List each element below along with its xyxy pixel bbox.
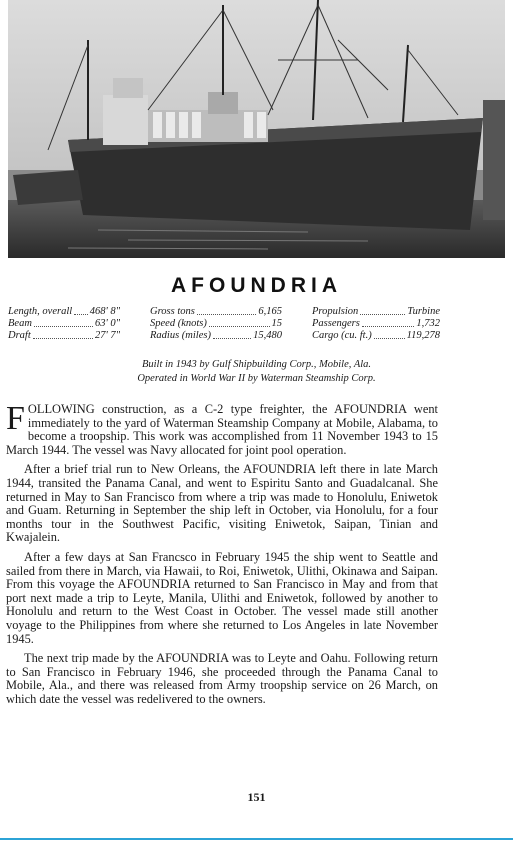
spec-value: 119,278 [406, 330, 440, 341]
spec-row [150, 306, 282, 318]
operated-line: Operated in World War II by Waterman Steamship Corp. [137, 373, 376, 384]
spec-row [8, 306, 120, 318]
paragraph-2: After a brief trial run to New Orleans, the AFOUNDRIA left there in late March 1944, transited the Panama Canal, and went to Espiritu Santo and Guadalcanal. She returned in May to San Francisco from where a trip was made to Honolulu, Eniwetok and Guam. Returning in September the ship left in October, via Honolulu, for a four months tour in the Southwest Pacific, visiting Eniwetok, Saipan, Tinian and Kwajalein. [6, 462, 438, 545]
paragraph-text: construction, as a C-2 type freighter, the AFOUNDRIA went immediately to the yard of Waterman Steamship Company at Mobile, Alabama, to become a troopship. This work was accomplished from 11 November 1943 to 15 March 1944. The vessel was Navy allocated for joint pool operation. [6, 402, 438, 457]
paragraph-1 [6, 400, 438, 457]
spec-label: Speed (knots) [150, 318, 207, 329]
builder-info [0, 358, 513, 386]
spec-label: Gross tons [150, 306, 195, 317]
built-line: Built in 1943 by Gulf Shipbuilding Corp., Mobile, Ala. [141, 359, 372, 370]
spec-table [8, 306, 440, 342]
history-text [6, 400, 438, 712]
spec-value: 15,480 [253, 330, 282, 341]
spec-column-dimensions [8, 306, 120, 342]
spec-row [312, 330, 440, 342]
spec-row [8, 330, 120, 342]
ship-name-title: AFOUNDRIA [171, 274, 342, 297]
paragraph-4: The next trip made by the AFOUNDRIA was to Leyte and Oahu. Following return to San Francisco in February 1946, she proceeded through the Panama Canal to Mobile, Ala., and there was released from Army troopship service on 26 March, on which date the vessel was redelivered to the owners. [6, 651, 438, 706]
spec-label: Beam [8, 318, 32, 329]
spec-row [312, 306, 440, 318]
spec-column-capacity [312, 306, 440, 342]
spec-row [150, 330, 282, 342]
spec-label: Draft [8, 330, 31, 341]
spec-value: Turbine [407, 306, 440, 317]
spec-label: Propulsion [312, 306, 359, 317]
drop-cap: F [6, 400, 25, 437]
spec-column-performance [150, 306, 282, 342]
lead-word: OLLOWING [27, 402, 95, 416]
page-number: 151 [247, 790, 266, 804]
spec-value: 6,165 [258, 306, 282, 317]
spec-label: Radius (miles) [150, 330, 211, 341]
spec-label: Passengers [312, 318, 360, 329]
spec-value: 1,732 [416, 318, 440, 329]
spec-label: Length, overall [8, 306, 73, 317]
ship-photo [8, 0, 505, 258]
spec-label: Cargo (cu. ft.) [312, 330, 372, 341]
spec-row [8, 318, 120, 330]
bottom-rule [0, 838, 513, 840]
paragraph-3: After a few days at San Francsco in February 1945 the ship went to Seattle and sailed from there in March, via Hawaii, to Roi, Eniwetok, Ulithi, Okinawa and Saipan. From this voyage the AFOUNDRIA returned to San Francisco in May and from that port next made a trip to Leyte, Manila, Ulithi and Eniwetok, followed by another to Honolulu and return to the West Coast in October. The vessel made still another voyage to the Philippines from where she returned to Los Angeles in late November 1945. [6, 549, 438, 646]
ship-illustration [8, 0, 505, 258]
spec-row [150, 318, 282, 330]
spec-row [312, 318, 440, 330]
spec-value: 63' 0" [94, 318, 120, 329]
spec-value: 27' 7" [94, 330, 120, 341]
spec-value: 468' 8" [89, 306, 120, 317]
spec-value: 15 [271, 318, 282, 329]
